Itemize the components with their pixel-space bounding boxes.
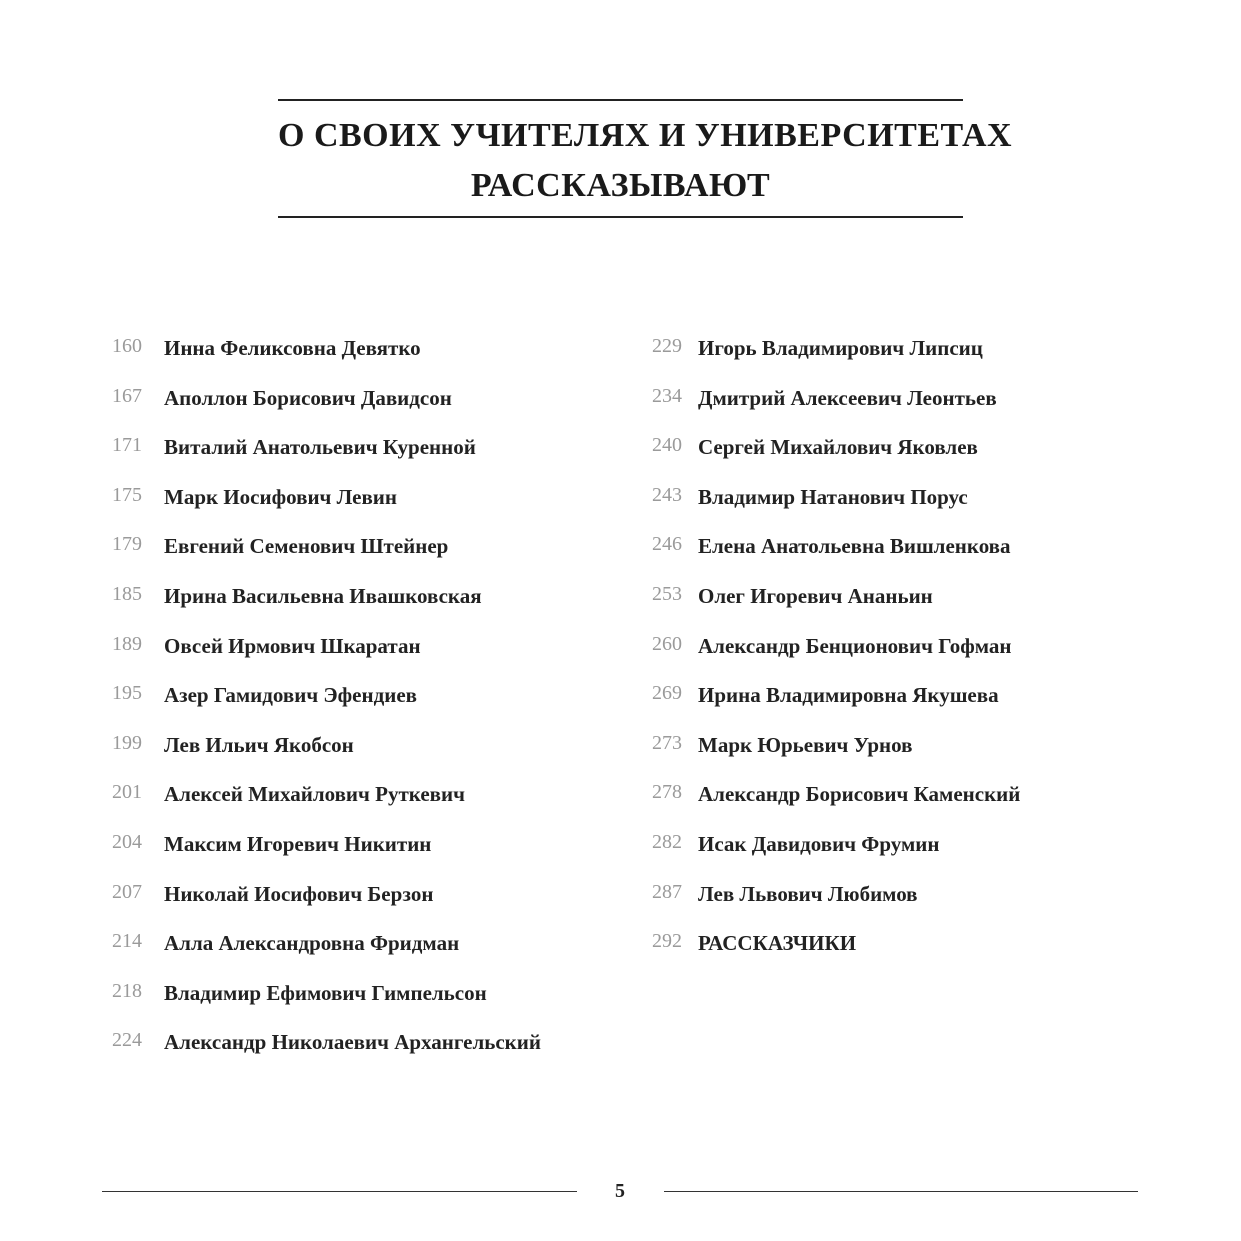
- toc-entry-name: Исак Давидович Фрумин: [698, 832, 940, 856]
- toc-page-number: 175: [112, 483, 142, 506]
- toc-page-number: 195: [112, 682, 142, 705]
- toc-entry[interactable]: [112, 578, 582, 618]
- toc-entry[interactable]: [112, 876, 582, 916]
- toc-entry[interactable]: [112, 380, 582, 420]
- toc-page-number: 179: [112, 533, 142, 556]
- toc-entry-name: Николай Иосифович Берзон: [164, 881, 434, 906]
- toc-entry-name: Александр Борисович Каменский: [698, 782, 1021, 807]
- toc-page-number: 199: [112, 731, 142, 754]
- toc-entry[interactable]: [652, 628, 1122, 668]
- toc-page-number: 246: [652, 533, 682, 556]
- toc-page-number: 224: [112, 1029, 142, 1052]
- footer-rule-right: [664, 1191, 1138, 1192]
- toc-page-number: 185: [112, 583, 142, 605]
- toc-entry-name: Ирина Васильевна Ивашковская: [164, 584, 482, 608]
- toc-entry-name: Александр Бенционович Гофман: [698, 633, 1012, 658]
- toc-page-number: 253: [652, 583, 682, 605]
- toc-page-number: 243: [652, 483, 682, 506]
- toc-page-number: 218: [112, 979, 142, 1002]
- toc-page-number: 189: [112, 632, 142, 655]
- toc-entry-name: Владимир Натанович Порус: [698, 484, 968, 509]
- toc-entry-name: Алексей Михайлович Руткевич: [164, 782, 465, 807]
- toc-entry-name: Лев Ильич Якобсон: [164, 732, 354, 757]
- toc-entry-name: Александр Николаевич Архангельский: [164, 1030, 541, 1055]
- toc-page-number: 260: [652, 632, 682, 655]
- toc-entry-name: Лев Львович Любимов: [698, 881, 918, 906]
- toc-entry[interactable]: [112, 975, 582, 1015]
- toc-entry[interactable]: [652, 578, 1122, 618]
- toc-entry-name: Марк Юрьевич Урнов: [698, 732, 913, 757]
- toc-page-number: 204: [112, 831, 142, 853]
- toc-entry-name: Максим Игоревич Никитин: [164, 832, 432, 856]
- toc-entry-name: Евгений Семенович Штейнер: [164, 534, 449, 559]
- toc-entry[interactable]: [652, 429, 1122, 469]
- toc-entry-name: Дмитрий Алексеевич Леонтьев: [698, 385, 997, 410]
- toc-entry[interactable]: [112, 628, 582, 668]
- toc-page-number: 160: [112, 335, 142, 357]
- toc-entry[interactable]: [112, 1024, 582, 1064]
- toc-page-number: 207: [112, 880, 142, 903]
- toc-entry[interactable]: [652, 826, 1122, 866]
- toc-entry[interactable]: [652, 380, 1122, 420]
- title-block: [278, 99, 1013, 218]
- toc-entry[interactable]: [652, 727, 1122, 767]
- toc-entry-name: Владимир Ефимович Гимпельсон: [164, 980, 487, 1005]
- toc-entry[interactable]: [112, 528, 582, 568]
- toc-entry[interactable]: [652, 479, 1122, 519]
- toc-entry[interactable]: [652, 776, 1122, 816]
- toc-entry[interactable]: [112, 330, 582, 370]
- toc-entry[interactable]: [112, 776, 582, 816]
- toc-entry-name: Азер Гамидович Эфендиев: [164, 683, 417, 708]
- toc-entry[interactable]: [112, 826, 582, 866]
- toc-entry[interactable]: [112, 925, 582, 965]
- toc-entry-name: Виталий Анатольевич Куренной: [164, 435, 476, 460]
- toc-entry[interactable]: [112, 727, 582, 767]
- toc-page-number: 273: [652, 731, 682, 754]
- toc-entry[interactable]: [112, 479, 582, 519]
- toc-page-number: 287: [652, 880, 682, 903]
- toc-page-number: 214: [112, 930, 142, 953]
- toc-page-number: 171: [112, 434, 142, 457]
- toc-page-number: 234: [652, 384, 682, 407]
- toc-entry-name: Аполлон Борисович Давидсон: [164, 385, 452, 410]
- toc-page-number: 240: [652, 434, 682, 457]
- toc-entry-name: РАССКАЗЧИКИ: [698, 931, 857, 956]
- toc-entry-name: Инна Феликсовна Девятко: [164, 336, 421, 360]
- toc-entry[interactable]: [652, 876, 1122, 916]
- toc-entry-name: Олег Игоревич Ананьин: [698, 584, 933, 608]
- toc-page-number: 269: [652, 682, 682, 705]
- toc-entry[interactable]: [112, 429, 582, 469]
- toc-page-number: 282: [652, 831, 682, 853]
- toc-entry[interactable]: [652, 330, 1122, 370]
- toc-page-number: 167: [112, 384, 142, 407]
- toc-page-number: 229: [652, 335, 682, 357]
- toc-entry-name: Овсей Ирмович Шкаратан: [164, 633, 421, 658]
- page-title-line-2: РАССКАЗЫВАЮТ: [470, 167, 771, 204]
- footer-rule-left: [102, 1191, 577, 1192]
- toc-entry-name: Ирина Владимировна Якушева: [698, 683, 999, 708]
- toc-page-number: 201: [112, 781, 142, 804]
- toc-entry-name: Алла Александровна Фридман: [164, 931, 460, 956]
- page-title-line-1: О СВОИХ УЧИТЕЛЯХ И УНИВЕРСИТЕТАХ: [278, 117, 1013, 154]
- toc-entry[interactable]: [112, 677, 582, 717]
- toc-page-number: 292: [652, 930, 682, 953]
- toc-entry-name: Марк Иосифович Левин: [164, 484, 398, 509]
- toc-entry-name: Игорь Владимирович Липсиц: [698, 336, 983, 360]
- page-number: 5: [615, 1180, 625, 1202]
- toc-entry[interactable]: [652, 528, 1122, 568]
- toc-entry-name: Сергей Михайлович Яковлев: [698, 435, 978, 460]
- toc-page-number: 278: [652, 781, 682, 804]
- toc-entry[interactable]: [652, 677, 1122, 717]
- toc-entry[interactable]: [652, 925, 1122, 965]
- toc-entry-name: Елена Анатольевна Вишленкова: [698, 534, 1011, 559]
